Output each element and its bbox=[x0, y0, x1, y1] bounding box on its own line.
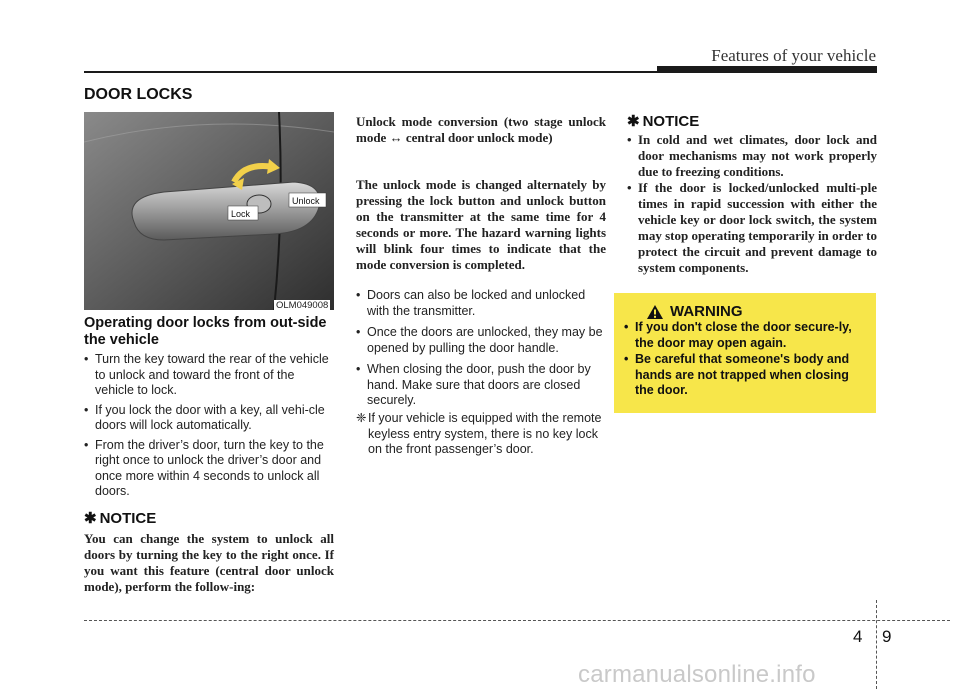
page-section-number: 4 bbox=[853, 627, 863, 646]
notice-heading-1 bbox=[84, 509, 156, 527]
warning-triangle-icon bbox=[646, 304, 664, 320]
operating-bullets bbox=[84, 352, 334, 504]
list-item: • When closing the door, push the door by hand. Make sure that doors are closed securely. bbox=[356, 362, 606, 409]
notice-bullets-2 bbox=[627, 132, 877, 276]
page-number: 9 bbox=[882, 627, 892, 646]
list-item: • Once the doors are unlocked, they may be opened by pulling the door handle. bbox=[356, 325, 606, 356]
figure-code: OLM049008 bbox=[276, 300, 329, 311]
unlock-mode-description: The unlock mode is changed alternately by pressing the lock button and unlock button on the transmitter at the same time for 4 seconds or more. The hazard warning lights will blink four times to indicate that the mode conversion is completed. bbox=[356, 177, 606, 272]
list-item: • Be careful that someone's body and hands are not trapped when closing the door. bbox=[624, 352, 866, 399]
header-rule bbox=[84, 71, 877, 73]
warning-heading-label: WARNING bbox=[670, 303, 743, 320]
unlock-mode-heading: Unlock mode conversion (two stage unlock mode ↔ central door unlock mode) bbox=[356, 114, 606, 145]
list-item: • In cold and wet climates, door lock and door mechanisms may not work properly due to freezing conditions. bbox=[627, 132, 877, 180]
notice-body-1: You can change the system to unlock all doors by turning the key to the right once. If you want this feature (central door unlock mode), perform the follow-ing: bbox=[84, 531, 334, 594]
list-item: • If you don't close the door secure-ly, the door may open again. bbox=[624, 320, 866, 351]
list-item: • Turn the key toward the rear of the vehicle to unlock and toward the front of the vehicle to lock. bbox=[84, 352, 334, 399]
lock-label: Lock bbox=[231, 209, 251, 219]
notice-cross-icon: ✱ bbox=[627, 113, 640, 130]
subheading-operating-door-locks: Operating door locks from out-side the vehicle bbox=[84, 315, 327, 348]
page-header-title: Features of your vehicle bbox=[711, 46, 876, 65]
list-item: • From the driver’s door, turn the key to the right once to unlock the driver’s door and once more within 4 seconds to unlock all doors. bbox=[84, 438, 334, 500]
list-item: • If you lock the door with a key, all vehi-cle doors will lock automatically. bbox=[84, 403, 334, 434]
list-item: • If the door is locked/unlocked multi-ple times in rapid succession with either the vehicle key or door lock switch, the system may stop operating temporarily in order to protect the circuit and prevent damage to system components. bbox=[627, 180, 877, 276]
footer-dashed-divider bbox=[876, 600, 877, 689]
notice-cross-icon: ✱ bbox=[84, 510, 97, 527]
door-handle-photo bbox=[84, 112, 334, 310]
list-item: • Doors can also be locked and unlocked with the transmitter. bbox=[356, 288, 606, 319]
remote-keyless-note bbox=[356, 411, 606, 458]
warning-bullets bbox=[624, 320, 866, 399]
remote-note-icon: ❈ bbox=[356, 411, 367, 425]
footer-dashed-rule bbox=[84, 620, 950, 621]
section-title: DOOR LOCKS bbox=[84, 86, 193, 103]
watermark: carmanualsonline.info bbox=[578, 661, 816, 688]
transmitter-bullets bbox=[356, 288, 606, 415]
notice-heading-label: NOTICE bbox=[642, 113, 700, 130]
warning-heading bbox=[646, 303, 866, 320]
notice-heading-2 bbox=[627, 112, 699, 130]
remote-note-text: If your vehicle is equipped with the remote keyless entry system, there is no key lock on the front passenger’s door. bbox=[368, 411, 602, 456]
warning-box bbox=[614, 293, 876, 413]
unlock-label: Unlock bbox=[292, 196, 320, 206]
notice-heading-label: NOTICE bbox=[99, 510, 157, 527]
door-handle-illustration bbox=[84, 112, 334, 310]
